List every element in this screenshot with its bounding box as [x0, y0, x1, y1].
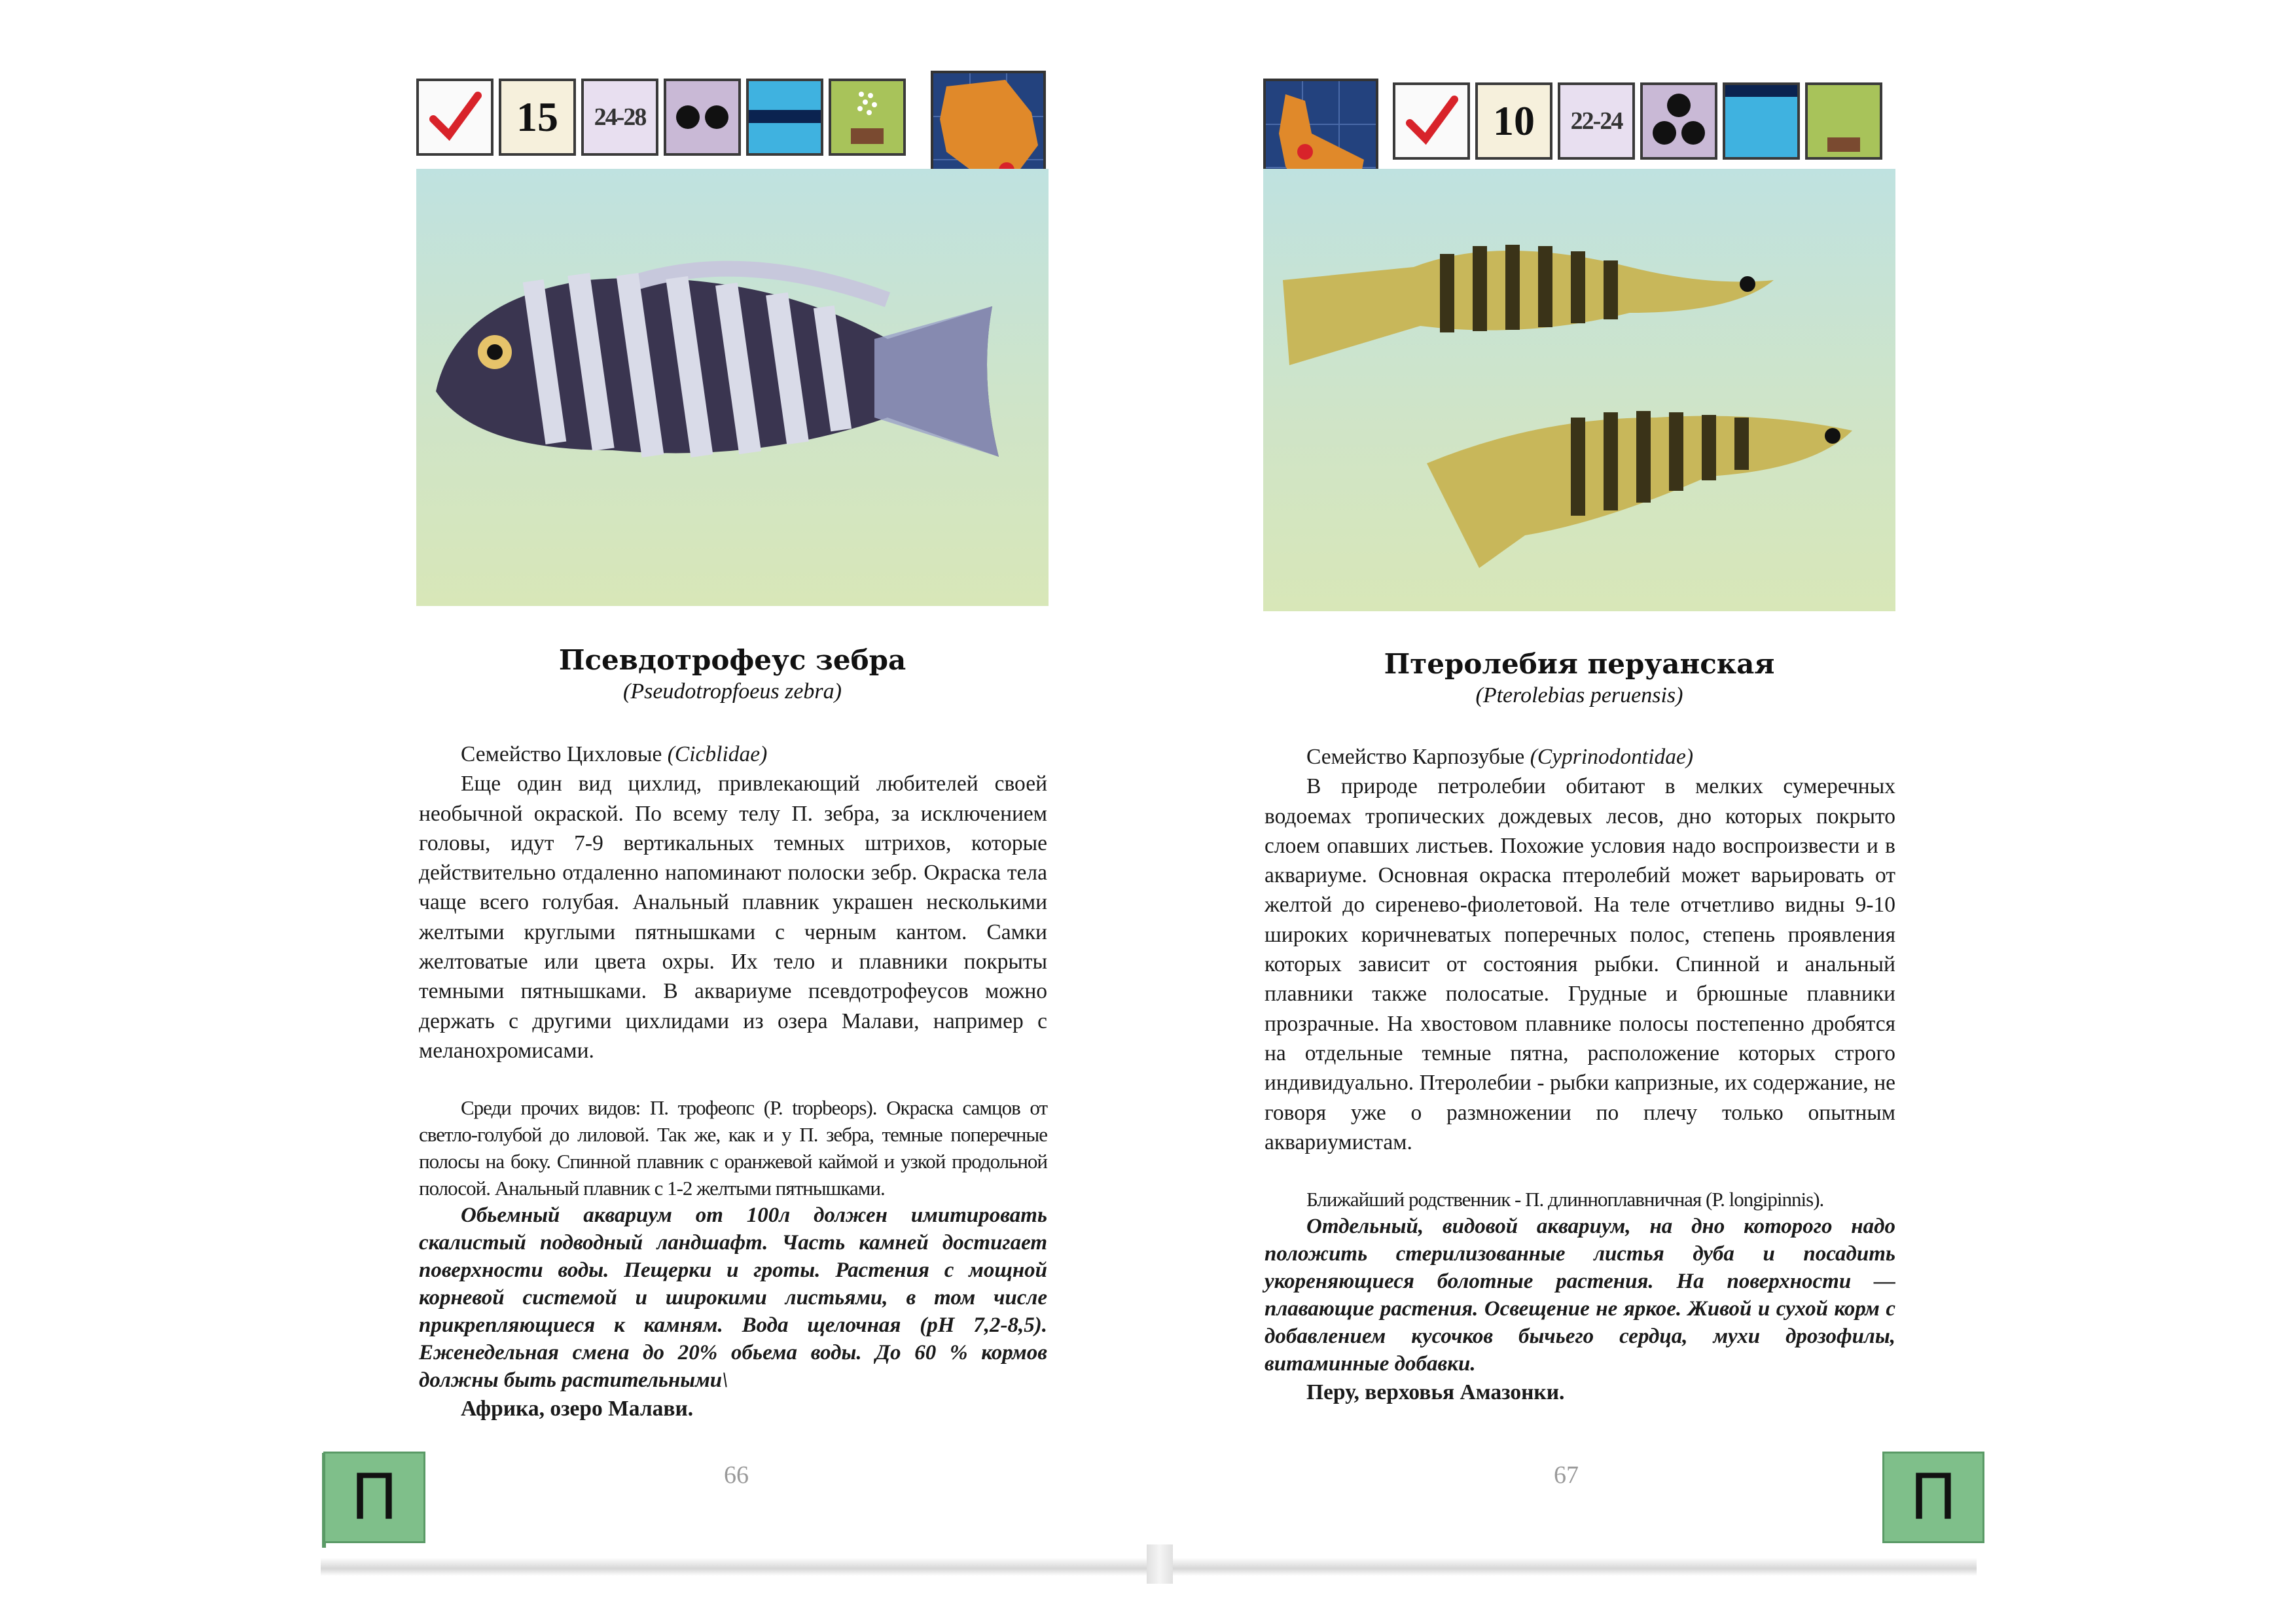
family-line — [1265, 742, 1895, 772]
care-check-icon — [416, 79, 493, 156]
habitat-region: Африка, озеро Малави. — [461, 1397, 694, 1421]
page-number-right: 67 — [1554, 1461, 1579, 1489]
species-latin-name: (Pseudotropfoeus zebra) — [623, 679, 842, 704]
related-species-paragraph: Ближайший родственник - П. длинноплавничная (P. longipinnis). — [1306, 1188, 1824, 1211]
species-latin-name: (Pterolebias peruensis) — [1475, 683, 1683, 707]
size-value: 15 — [516, 94, 558, 140]
temperament-icon — [664, 79, 741, 156]
right-page — [1148, 0, 2296, 1623]
care-paragraph: Обьемный аквариум от 100л должен имитировать скалистый подводный ландшафт. Часть камней достигает поверхности воды. Пещерки и гроты. Растения с мощной корневой системой и широкими листьями, в том числе прикрепляющиеся к камням. Вода щелочная (рН 7,2-8,5). Еженедельная смена до 20% обьема воды. До 60 % кормов должны быть растительными\ — [419, 1204, 1047, 1393]
species-title: Псевдотрофеус зебра — [558, 644, 906, 676]
temperature-value: 24-28 — [584, 81, 656, 153]
size-badge — [499, 79, 576, 156]
species-description — [419, 740, 1047, 1424]
zebra-fish-illustration — [436, 269, 999, 457]
alphabet-tab-right: П — [1882, 1452, 1984, 1543]
temperature-value: 22-24 — [1560, 85, 1632, 157]
food-icon — [1805, 82, 1882, 160]
temperament-icon — [1640, 82, 1717, 160]
family-label: Семейство Карпозубые — [1306, 745, 1530, 769]
fish-photo-pterolebias — [1263, 169, 1895, 611]
species-description — [1265, 742, 1895, 1407]
description-paragraph: Еще один вид цихлид, привлекающий любителей своей необычной окраской. По всему телу П. зебра, за исключением головы, идут 7-9 вертикальных темных штрихов, которые действительно отдаленно напоминают полоски зебр. Окраска тела чаще всего голубая. Анальный плавник украшен несколькими желтыми круглыми пятнышками с черным кантом. Самки желтоватые или цвета охры. Их тело и плавники покрыты темными пятнышками. В аквариуме псевдотрофеусов можно держать с другими цихлидами из озера Малави, например с меланохромисами. — [419, 772, 1047, 1063]
water-level-icon — [1723, 82, 1800, 160]
family-line — [419, 740, 1047, 769]
related-species-paragraph: Среди прочих видов: П. трофеопс (P. tropbeops). Окраска самцов от светло-голубой до лиловой. Так же, как и у П. зебра, темные поперечные полосы на боку. Спинной плавник с оранжевой каймой и узкой продольной полосой. Анальный плавник с 1-2 желтыми пятнышками. — [419, 1096, 1047, 1200]
family-label: Семейство Цихловые — [461, 742, 668, 766]
care-paragraph: Отдельный, видовой аквариум, на дно которого надо положить стерилизованные листья дуба и посадить укореняющиеся болотные растения. На поверхности — плавающие растения. Освещение не яркое. Живой и сухой корм с добавлением кусочков бычьего сердца, мухи дрозофилы, витаминные добавки. — [1265, 1215, 1895, 1376]
alphabet-tab-left: П — [323, 1452, 425, 1543]
pterolebias-fish-bottom — [1427, 411, 1852, 568]
page-number-left: 66 — [724, 1461, 749, 1489]
size-value: 10 — [1493, 98, 1535, 144]
pterolebias-fish-top — [1283, 245, 1774, 365]
family-latin: (Cyprinodontidae) — [1530, 745, 1694, 769]
water-level-icon — [746, 79, 823, 156]
description-paragraph: В природе петролебии обитают в мелких сумеречных водоемах тропических дождевых лесов, дно которых покрыто слоем опавших листьев. Похожие условия надо воспроизвести и в аквариуме. Основная окраска птеролебий может варьировать от желтой до сиренево-фиолетовой. На теле отчетливо видны 9-10 широких коричневатых поперечных полос, степень проявления которых зависит от состояния рыбки. Спинной и анальный плавники также полосатые. Грудные и брюшные плавники прозрачные. На хвостовом плавнике полосы постепенно дробятся на отдельные темные пятна, расположение которых строго индивидуально. Птеролебии - рыбки капризные, их содержание, не говоря уже о размножении по плечу только опытным аквариумистам. — [1265, 774, 1895, 1154]
temperature-badge — [581, 79, 658, 156]
food-icon — [829, 79, 906, 156]
fish-photo-zebra — [416, 169, 1049, 606]
care-check-icon — [1393, 82, 1470, 160]
habitat-region: Перу, верховья Амазонки. — [1306, 1380, 1565, 1405]
size-badge — [1475, 82, 1552, 160]
family-latin: (Cicblidae) — [667, 742, 768, 766]
species-title: Птеролебия перуанская — [1384, 648, 1775, 680]
temperature-badge — [1558, 82, 1635, 160]
